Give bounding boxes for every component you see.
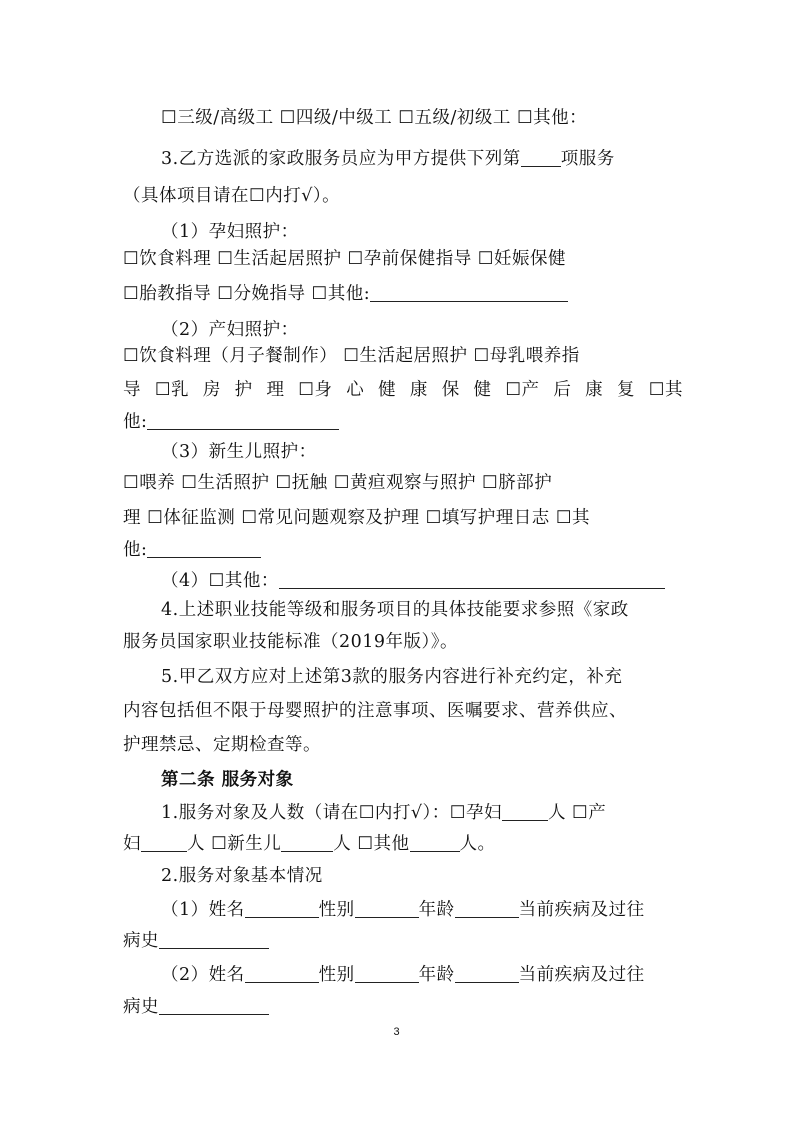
target-text: 人 ☐新生儿: [187, 834, 282, 854]
clause-5-text: 5.甲乙双方应对上述第3款的服务内容进行补充约定，补充: [161, 667, 623, 687]
service-target-count-line-1: [161, 801, 681, 825]
gender-blank[interactable]: [355, 964, 419, 983]
age-label: 年龄: [418, 900, 455, 920]
clause-5-line-1: [161, 665, 681, 689]
target-text: 妇: [123, 834, 141, 854]
other-label: 他:: [123, 412, 148, 432]
spaced-char: 健: [473, 380, 492, 400]
option-text: ☐饮食料理（月子餐制作） ☐生活起居照护 ☐母乳喂养指: [123, 346, 580, 366]
other-care-line: [161, 569, 681, 593]
history-label-end: 病史: [123, 931, 159, 951]
clause-5-line-2: [123, 699, 683, 723]
clause-5-text: 护理禁忌、定期检查等。: [123, 735, 321, 755]
page-number: 3: [393, 1026, 400, 1038]
history-label: 当前疾病及过往: [518, 965, 645, 985]
spaced-char: ☐乳: [154, 380, 190, 400]
newborn-other-line: [123, 538, 683, 562]
other-blank[interactable]: [147, 539, 261, 558]
spaced-char: 康: [585, 380, 604, 400]
clause-4-line-1: [161, 598, 681, 622]
option-text: 理 ☐体征监测 ☐常见问题观察及护理 ☐填写护理日志 ☐其: [123, 508, 591, 528]
history-label-end: 病史: [123, 997, 159, 1017]
target-text: 1.服务对象及人数（请在☐内打√）：☐孕妇: [161, 803, 502, 823]
basic-info-text: 2.服务对象基本情况: [161, 866, 323, 886]
spaced-char: 护: [234, 380, 253, 400]
blank-field[interactable]: [521, 148, 561, 167]
option-text: ☐饮食料理 ☐生活起居照护 ☐孕前保健指导 ☐妊娠保健: [123, 249, 566, 269]
other-blank[interactable]: [279, 570, 665, 589]
target-2-line-2: [123, 995, 683, 1019]
spaced-char: 保: [441, 380, 460, 400]
spaced-char: 心: [346, 380, 365, 400]
skill-level-options: [161, 106, 681, 130]
spaced-char: 导: [123, 380, 141, 400]
spaced-char: 后: [553, 380, 572, 400]
age-blank[interactable]: [455, 964, 519, 983]
pregnant-care-options-2: [123, 282, 683, 306]
spaced-char: ☐产: [505, 380, 540, 400]
name-blank[interactable]: [245, 964, 319, 983]
section-heading: （2）产妇照护：: [161, 320, 299, 340]
spaced-char: 复: [616, 380, 635, 400]
newborn-count-blank[interactable]: [281, 833, 333, 852]
spaced-char: 理: [266, 380, 285, 400]
other-count-blank[interactable]: [410, 833, 460, 852]
clause-3-line-1: [161, 147, 681, 171]
target-text: 人 ☐其他: [333, 834, 410, 854]
clause-3-text: 3.乙方选派的家政服务员应为甲方提供下列第: [161, 149, 521, 169]
age-blank[interactable]: [455, 899, 519, 918]
article-heading: 第二条 服务对象: [161, 770, 294, 790]
spaced-char: 健: [378, 380, 397, 400]
option-text: ☐胎教指导 ☐分娩指导 ☐其他:: [123, 284, 371, 304]
newborn-care-heading: [161, 440, 681, 464]
other-blank[interactable]: [370, 283, 568, 302]
clause-5-text: 内容包括但不限于母婴照护的注意事项、医嘱要求、营养供应、: [123, 701, 627, 721]
postpartum-care-heading: [161, 318, 681, 342]
target-1-line-1: [161, 898, 681, 922]
history-blank[interactable]: [159, 930, 269, 949]
clause-5-line-3: [123, 733, 683, 757]
postpartum-care-options-1: [123, 344, 683, 368]
service-target-count-line-2: [123, 832, 683, 856]
option-text: ☐喂养 ☐生活照护 ☐抚触 ☐黄疸观察与照护 ☐脐部护: [123, 473, 553, 493]
gender-label: 性别: [318, 965, 355, 985]
name-label: （2）姓名: [161, 965, 245, 985]
article-2-heading: [161, 768, 681, 792]
target-text: 人。: [459, 834, 496, 854]
pregnant-care-heading: [161, 220, 681, 244]
gender-label: 性别: [318, 900, 355, 920]
name-label: （1）姓名: [161, 900, 245, 920]
gender-blank[interactable]: [355, 899, 419, 918]
history-label: 当前疾病及过往: [518, 900, 645, 920]
target-1-line-2: [123, 929, 683, 953]
target-basic-info-heading: [161, 864, 681, 888]
other-blank[interactable]: [147, 411, 339, 430]
spaced-char: ☐身: [298, 380, 333, 400]
spaced-char: 房: [202, 380, 221, 400]
newborn-care-options-2: [123, 506, 683, 530]
clause-3-line-2: [123, 184, 683, 208]
other-label: 他:: [123, 540, 148, 560]
postpartum-other-line: [123, 410, 683, 434]
other-care-label: （4）☐其他：: [161, 571, 279, 591]
postpartum-count-blank[interactable]: [141, 833, 187, 852]
name-blank[interactable]: [245, 899, 319, 918]
skill-level-text: ☐三级/高级工 ☐四级/中级工 ☐五级/初级工 ☐其他：: [161, 108, 588, 128]
section-heading: （3）新生儿照护：: [161, 442, 317, 462]
pregnant-count-blank[interactable]: [502, 802, 548, 821]
target-text: 人 ☐产: [547, 803, 607, 823]
pregnant-care-options-1: [123, 247, 683, 271]
history-blank[interactable]: [159, 996, 269, 1015]
spaced-char: 康: [409, 380, 428, 400]
postpartum-care-options-2: [123, 378, 683, 402]
newborn-care-options-1: [123, 471, 683, 495]
clause-4-text: 4.上述职业技能等级和服务项目的具体技能要求参照《家政: [161, 600, 629, 620]
clause-4-text: 服务员国家职业技能标准（2019年版）》。: [123, 632, 459, 652]
target-2-line-1: [161, 963, 681, 987]
spaced-char: ☐其: [648, 380, 683, 400]
age-label: 年龄: [418, 965, 455, 985]
clause-4-line-2: [123, 630, 683, 654]
clause-3-text-end: 项服务: [560, 149, 615, 169]
section-heading: （1）孕妇照护：: [161, 222, 299, 242]
clause-3-note: （具体项目请在☐内打√）。: [123, 186, 341, 206]
